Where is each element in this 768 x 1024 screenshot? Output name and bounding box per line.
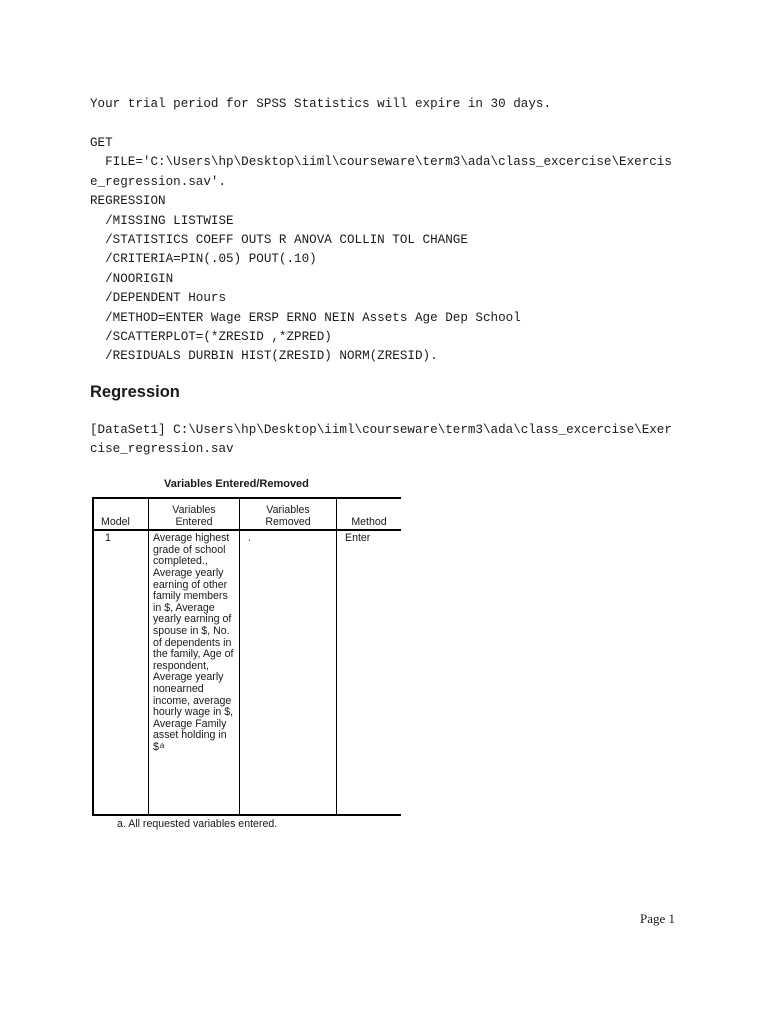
header-variables-entered: Variables Entered [149,498,240,530]
page-number: Page 1 [640,911,676,926]
cell-method: Enter [345,532,371,545]
dataset-path: [DataSet1] C:\Users\hp\Desktop\iiml\courseware\term3\ada\class_excercise\Exer cise_regression.sav [90,423,672,457]
cell-variables-removed: . [240,530,337,815]
header-model: Model [93,498,149,530]
cell-variables-entered [149,530,240,815]
table-header-row [93,498,401,530]
table-footnote: a. All requested variables entered. [117,818,278,830]
footnote-marker: a [159,740,165,750]
trial-notice: Your trial period for SPSS Statistics will expire in 30 days. [90,97,552,111]
header-method: Method [337,498,402,530]
table-row [93,530,401,815]
entered-variables-text: Average highest grade of school completed., Average yearly earning of other family members in $, Average yearly earning of spouse in $, No. of dependents in the family, Age of respondent, Average yearly nonearned income, average hourly wage in $, Average Family asset holding in $ [153,532,234,753]
table-title: Variables Entered/Removed [164,478,309,490]
header-variables-removed: Variables Removed [240,498,337,530]
variables-entered-removed-table [92,497,401,816]
cell-model: 1 [93,530,149,815]
spss-syntax-block: GET FILE='C:\Users\hp\Desktop\iiml\courseware\term3\ada\class_excercise\Exercis e_regression.sav'. REGRESSION /MISSING LISTWISE /STATISTICS COEFF OUTS R ANOVA COLLIN TOL CHANGE /CRITERIA=PIN(.05) POUT(.10) /NOORIGIN /DEPENDENT Hours /METHOD=ENTER Wage ERSP ERNO NEIN Assets Age Dep School /SCATTERPLOT=(*ZRESID ,*ZPRED) /RESIDUALS DURBIN HIST(ZRESID) NORM(ZRESID). [90,136,672,364]
section-heading: Regression [90,383,180,401]
